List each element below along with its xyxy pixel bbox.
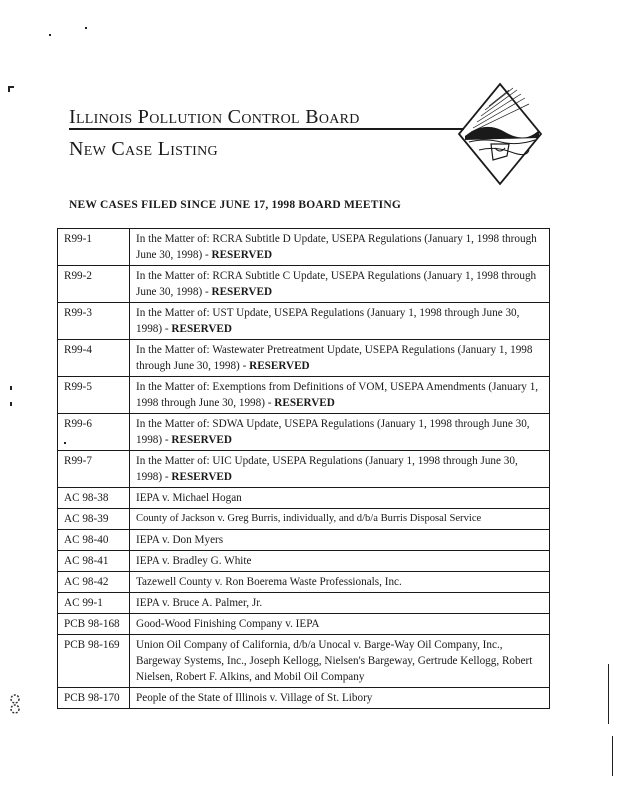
scan-speck: [10, 402, 12, 406]
scan-speck: [612, 736, 613, 776]
case-number: AC 98-42: [58, 572, 130, 593]
case-description: Union Oil Company of California, d/b/a Unocal v. Barge-Way Oil Company, Inc., Bargeway Systems, Inc., Joseph Kellogg, Nielsen's Bargeway, Gertrude Kellogg, Robert Nielsen, Robert F. Alkins, and Mobil Oil Company: [130, 635, 550, 688]
reserved-label: RESERVED: [171, 323, 232, 335]
reserved-label: RESERVED: [171, 434, 232, 446]
case-number: AC 98-41: [58, 551, 130, 572]
case-description: [130, 303, 550, 340]
case-number: R99-6: [58, 414, 130, 451]
case-description: IEPA v. Michael Hogan: [130, 488, 550, 509]
case-title: In the Matter of: RCRA Subtitle C Update, USEPA Regulations (January 1, 1998 through June 30, 1998) -: [136, 270, 537, 298]
table-row: [58, 551, 550, 572]
case-description: [130, 229, 550, 266]
case-description: Good-Wood Finishing Company v. IEPA: [130, 614, 550, 635]
table-row: [58, 451, 550, 488]
table-row: [58, 488, 550, 509]
binder-hole-mark: [8, 692, 22, 718]
ipcb-seal-logo: [455, 80, 545, 188]
case-number: PCB 98-169: [58, 635, 130, 688]
scan-speck: [85, 27, 87, 29]
table-row: [58, 688, 550, 709]
case-number: R99-3: [58, 303, 130, 340]
table-row: [58, 614, 550, 635]
scan-speck: [10, 386, 12, 390]
scan-speck: [8, 86, 10, 92]
case-number: PCB 98-170: [58, 688, 130, 709]
table-row: [58, 572, 550, 593]
table-row: [58, 377, 550, 414]
table-row: [58, 340, 550, 377]
section-heading: NEW CASES FILED SINCE JUNE 17, 1998 BOARD MEETING: [69, 199, 401, 211]
table-row: [58, 530, 550, 551]
case-number: AC 98-38: [58, 488, 130, 509]
case-title: In the Matter of: Wastewater Pretreatment Update, USEPA Regulations (January 1, 1998 through June 30, 1998) -: [136, 344, 533, 372]
reserved-label: RESERVED: [274, 397, 335, 409]
case-description: Tazewell County v. Ron Boerema Waste Professionals, Inc.: [130, 572, 550, 593]
case-title: In the Matter of: Exemptions from Definitions of VOM, USEPA Amendments (January 1, 1998 through June 30, 1998) -: [136, 381, 539, 409]
listing-title: New Case Listing: [69, 138, 218, 160]
case-number: R99-7: [58, 451, 130, 488]
case-description: [130, 377, 550, 414]
case-number: AC 99-1: [58, 593, 130, 614]
case-number: R99-2: [58, 266, 130, 303]
reserved-label: RESERVED: [171, 471, 232, 483]
case-number: AC 98-39: [58, 509, 130, 530]
case-number: R99-5: [58, 377, 130, 414]
reserved-label: RESERVED: [249, 360, 310, 372]
reserved-label: RESERVED: [211, 249, 273, 261]
reserved-label: RESERVED: [211, 286, 273, 298]
case-description: People of the State of Illinois v. Village of St. Libory: [130, 688, 550, 709]
case-description: IEPA v. Bradley G. White: [130, 551, 550, 572]
scan-speck: [49, 34, 51, 36]
table-row: [58, 266, 550, 303]
case-description: IEPA v. Don Myers: [130, 530, 550, 551]
case-title: In the Matter of: UIC Update, USEPA Regulations (January 1, 1998 through June 30, 1998) -: [136, 455, 518, 483]
case-number: AC 98-40: [58, 530, 130, 551]
case-title: In the Matter of: SDWA Update, USEPA Regulations (January 1, 1998 through June 30, 1998) -: [136, 418, 530, 446]
case-listing-table: [57, 228, 550, 709]
case-number: PCB 98-168: [58, 614, 130, 635]
case-description: [130, 340, 550, 377]
table-row: [58, 509, 550, 530]
case-title: In the Matter of: RCRA Subtitle D Update, USEPA Regulations (January 1, 1998 through June 30, 1998) -: [136, 233, 537, 261]
table-row: [58, 303, 550, 340]
table-row: [58, 635, 550, 688]
case-description: [130, 451, 550, 488]
case-description: [130, 266, 550, 303]
table-row: [58, 593, 550, 614]
case-number: R99-1: [58, 229, 130, 266]
title-rule: [69, 128, 464, 130]
table-row: [58, 414, 550, 451]
case-number: R99-4: [58, 340, 130, 377]
case-description: County of Jackson v. Greg Burris, individually, and d/b/a Burris Disposal Service: [130, 509, 550, 530]
board-title: Illinois Pollution Control Board: [69, 106, 360, 128]
case-description: IEPA v. Bruce A. Palmer, Jr.: [130, 593, 550, 614]
table-row: [58, 229, 550, 266]
scan-speck: [608, 664, 609, 724]
case-title: In the Matter of: UST Update, USEPA Regulations (January 1, 1998 through June 30, 1998) -: [136, 307, 520, 335]
case-description: [130, 414, 550, 451]
